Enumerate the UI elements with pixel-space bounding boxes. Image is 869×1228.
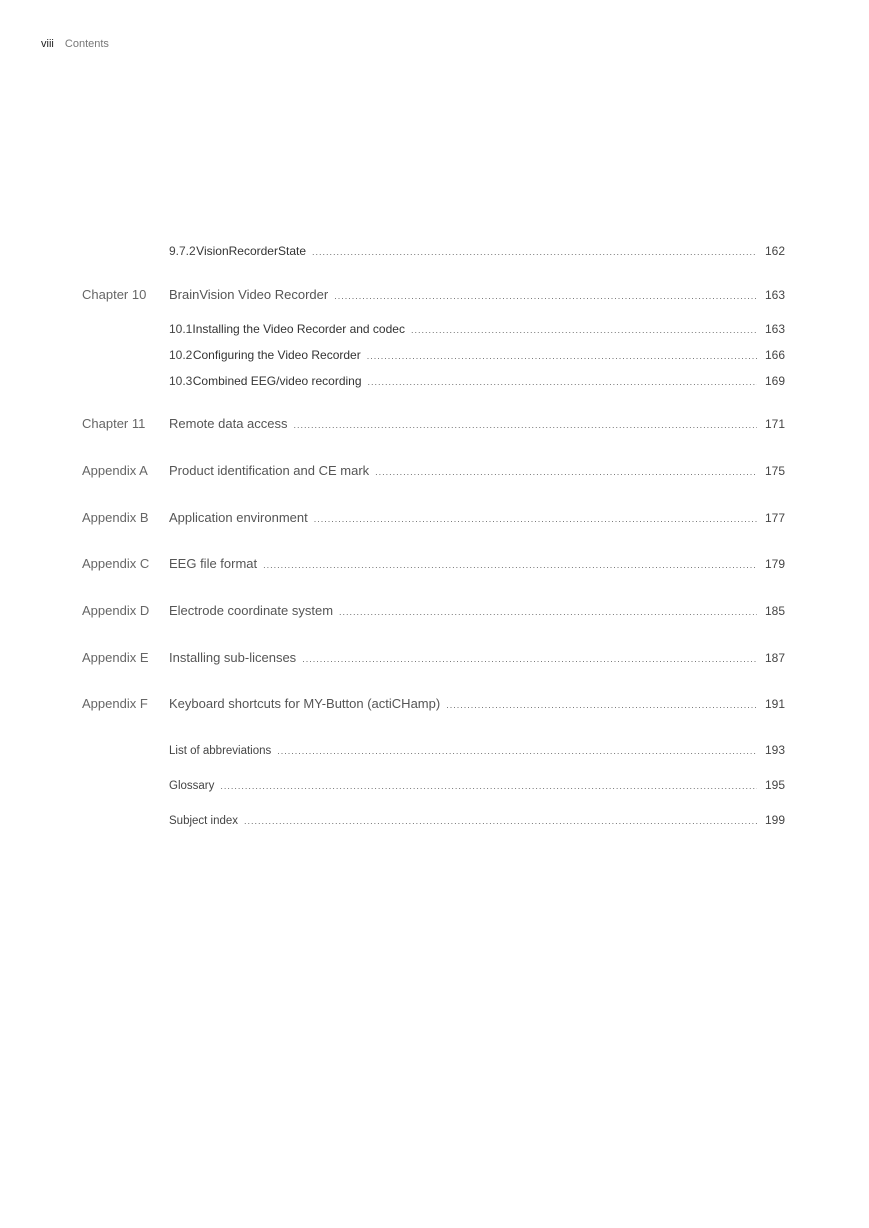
dot-leader bbox=[375, 467, 757, 477]
chapter-label: Chapter 11 bbox=[82, 416, 146, 431]
dot-leader bbox=[263, 560, 757, 570]
page-ref: 166 bbox=[764, 348, 785, 362]
dot-leader bbox=[294, 420, 757, 430]
entry-title: List of abbreviations bbox=[169, 745, 272, 757]
toc-entry[interactable] bbox=[0, 463, 869, 481]
toc-entry[interactable] bbox=[0, 696, 869, 714]
dot-leader bbox=[367, 351, 757, 361]
entry-title: EEG file format bbox=[169, 556, 258, 571]
dot-leader bbox=[334, 291, 757, 301]
page-ref: 199 bbox=[764, 813, 785, 827]
section-title: Contents bbox=[64, 38, 109, 50]
page-ref: 169 bbox=[764, 374, 785, 388]
toc-entry[interactable] bbox=[0, 603, 869, 621]
toc-entry[interactable] bbox=[0, 374, 869, 392]
appendix-label: Appendix F bbox=[82, 696, 148, 711]
toc-entry[interactable] bbox=[0, 743, 869, 761]
section-number: 10.2 bbox=[169, 348, 193, 362]
toc-entry[interactable] bbox=[0, 287, 869, 305]
dot-leader bbox=[446, 700, 757, 710]
toc-entry[interactable] bbox=[0, 813, 869, 831]
entry-title: Installing sub-licenses bbox=[169, 650, 297, 665]
page-ref: 163 bbox=[764, 322, 785, 336]
dot-leader bbox=[368, 377, 757, 387]
page-ref: 191 bbox=[764, 697, 785, 711]
entry-title: Combined EEG/video recording bbox=[192, 374, 362, 388]
appendix-label: Appendix B bbox=[82, 510, 149, 525]
entry-title: Installing the Video Recorder and codec bbox=[192, 322, 405, 336]
entry-title: Configuring the Video Recorder bbox=[192, 348, 361, 362]
toc-entry[interactable] bbox=[0, 556, 869, 574]
dot-leader bbox=[220, 781, 757, 791]
toc-entry[interactable] bbox=[0, 244, 869, 262]
page-ref: 179 bbox=[764, 557, 785, 571]
dot-leader bbox=[302, 654, 757, 664]
section-number: 10.3 bbox=[169, 374, 193, 388]
dot-leader bbox=[339, 607, 757, 617]
page-ref: 185 bbox=[764, 604, 785, 618]
page-ref: 163 bbox=[764, 288, 785, 302]
toc-entry[interactable] bbox=[0, 322, 869, 340]
entry-title: Glossary bbox=[169, 780, 215, 792]
appendix-label: Appendix A bbox=[82, 463, 148, 478]
section-number: 10.1 bbox=[169, 322, 193, 336]
page-number: viii bbox=[41, 38, 54, 50]
entry-title: Product identification and CE mark bbox=[169, 463, 370, 478]
dot-leader bbox=[312, 247, 757, 257]
entry-title: VisionRecorderState bbox=[196, 244, 306, 258]
appendix-label: Appendix D bbox=[82, 603, 150, 618]
entry-title: BrainVision Video Recorder bbox=[169, 287, 329, 302]
page-ref: 187 bbox=[764, 651, 785, 665]
entry-title: Remote data access bbox=[169, 416, 288, 431]
toc-entry[interactable] bbox=[0, 650, 869, 668]
dot-leader bbox=[314, 514, 757, 524]
entry-title: Keyboard shortcuts for MY-Button (actiCHamp) bbox=[169, 696, 441, 711]
page-ref: 162 bbox=[764, 244, 785, 258]
chapter-label: Chapter 10 bbox=[82, 287, 147, 302]
toc-entry[interactable] bbox=[0, 348, 869, 366]
dot-leader bbox=[411, 325, 757, 335]
toc-entry[interactable] bbox=[0, 416, 869, 434]
page-ref: 177 bbox=[764, 511, 785, 525]
page-ref: 193 bbox=[764, 743, 785, 757]
running-header bbox=[41, 38, 109, 50]
dot-leader bbox=[244, 816, 757, 826]
section-number: 9.7.2 bbox=[169, 244, 196, 258]
page-ref: 171 bbox=[764, 417, 785, 431]
toc-entry[interactable] bbox=[0, 510, 869, 528]
entry-title: Subject index bbox=[169, 815, 239, 827]
appendix-label: Appendix C bbox=[82, 556, 150, 571]
dot-leader bbox=[277, 746, 757, 756]
appendix-label: Appendix E bbox=[82, 650, 149, 665]
entry-title: Application environment bbox=[169, 510, 308, 525]
toc-entry[interactable] bbox=[0, 778, 869, 796]
page-ref: 195 bbox=[764, 778, 785, 792]
page-ref: 175 bbox=[764, 464, 785, 478]
entry-title: Electrode coordinate system bbox=[169, 603, 334, 618]
